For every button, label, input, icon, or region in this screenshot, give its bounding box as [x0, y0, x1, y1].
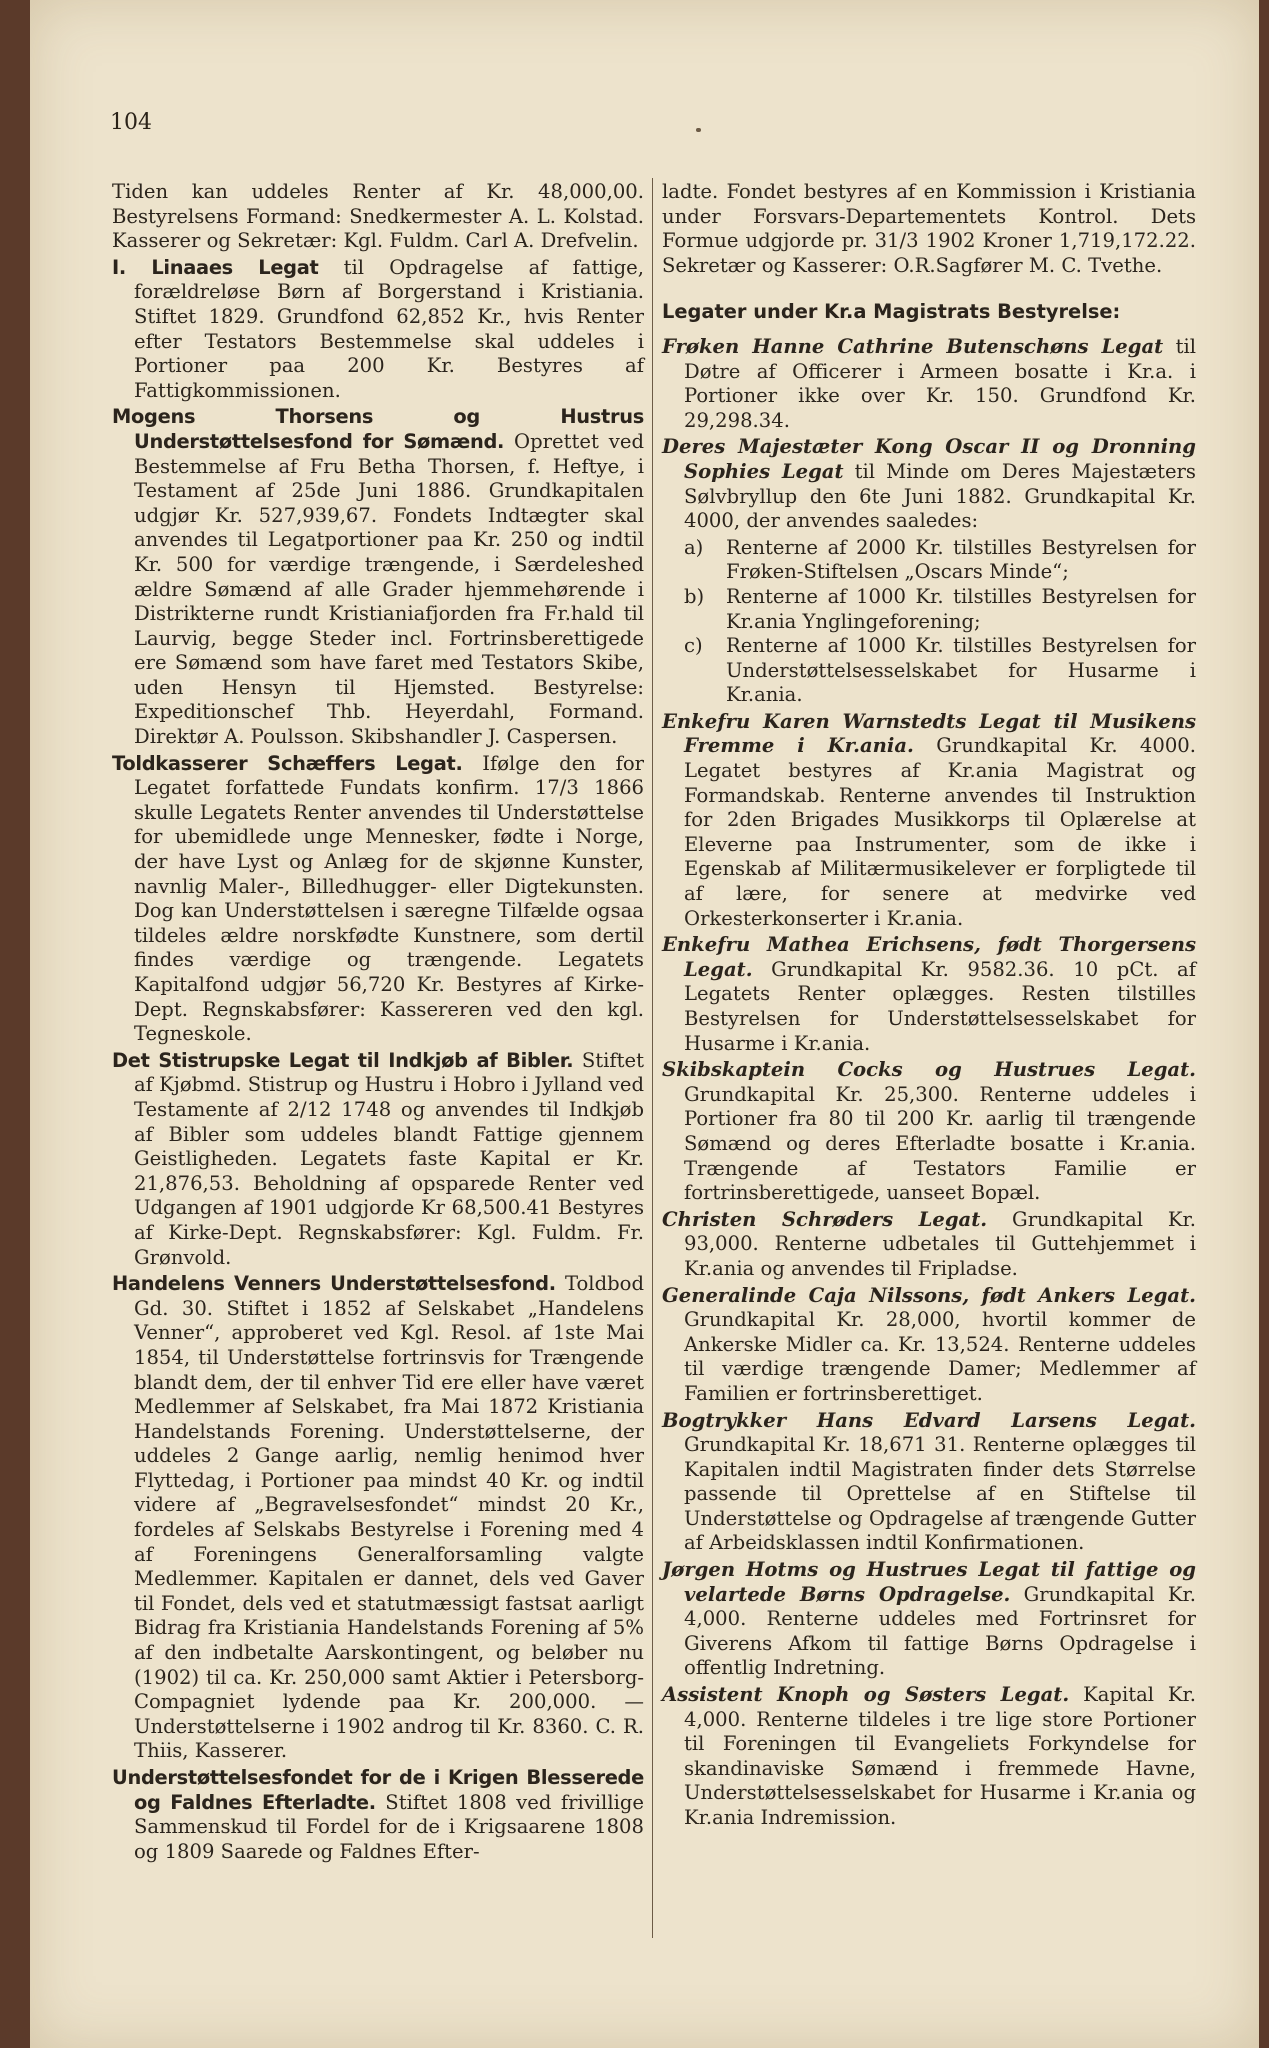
list-item-label: a): [684, 535, 704, 559]
page-number: 104: [110, 110, 152, 135]
list-item-label: c): [684, 634, 703, 658]
entry-text: til Døtre af Officerer i Armeen bosatte i Kr.a. i Portioner ikke over Kr. 150. Grundfond Kr. 29,298.34.: [684, 334, 1196, 432]
entry-cocks: [662, 1058, 1196, 1206]
list-item: [684, 634, 1196, 708]
entry-text: til Minde om Deres Majestæters Sølvbryllup den 6te Juni 1882. Grundkapital Kr. 4000, der anvendes saaledes:: [684, 459, 1196, 533]
entry-heading: Understøttelsesfondet for de i Krigen Blesserede og Faldnes Efterladte.: [112, 1766, 644, 1814]
entry-text: Grundkapital Kr. 93,000. Renterne udbetales til Guttehjemmet i Kr.ania og anvendes til Fripladse.: [684, 1207, 1196, 1280]
list-item-text: Renterne af 1000 Kr. tilstilles Bestyrelsen for Understøttelsesselskabet for Husarme i Kr.ania.: [726, 634, 1196, 707]
entry-heading: Deres Majestæter Kong Oscar II og Dronning Sophies Legat: [662, 435, 1196, 483]
entry-text: Grundkapital Kr. 4,000. Renterne uddeles med Fortrinsret for Giverens Afkom til fattige Børns Opdragelse i offentlig Indretning.: [684, 1582, 1196, 1680]
list-item-label: b): [684, 584, 705, 608]
entry-text: Toldbod Gd. 30. Stiftet i 1852 af Selskabet „Handelens Venner“, approberet ved Kgl. Resol. af 1ste Mai 1854, til Understøttelse fortrinsvis for Trængende blandt dem, der til enhver Tid ere eller have været Medlemmer af Selskabet, fra Mai 1872 Kristiania Handelstands Forening. Understøttelserne, der uddeles 2 Gange aarlig, nemlig henimod hver Flyttedag, i Portioner paa mindst 40 Kr. og indtil videre af „Begravelsesfondet“ mindst 20 Kr., fordeles af Selskabs Bestyrelse i Forening med 4 af Foreningens Generalforsamling valgte Medlemmer. Kapitalen er dannet, dels ved Gaver til Fondet, dels ved et statutmæssigt fastsat aarligt Bidrag fra Kristiania Handelstands Forening af 5% af den indbetalte Aarskontingent, og beløber nu (1902) til ca. Kr. 250,000 samt Aktier i Petersborg-Compagniet lydende paa Kr. 200,000. — Understøttelserne i 1902 androg til Kr. 8360. C. R. Thiis, Kasserer.: [134, 1272, 644, 1763]
entry-butenschon: [662, 335, 1196, 433]
entry-text: Grundkapital Kr. 18,671 31. Renterne oplægges til Kapitalen indtil Magistraten finder dets Størrelse passende til Oprettelse af en Stiftelse til Understøttelse og Opdragelse af trængende Gutter af Arbeidsklassen indtil Konfirmationen.: [684, 1433, 1196, 1555]
entry-heading: Frøken Hanne Cathrine Butenschøns Legat: [662, 334, 1164, 358]
entry-heading: Generalinde Caja Nilssons, født Ankers Legat.: [662, 1283, 1196, 1307]
entry-heading: Handelens Venners Understøttelsesfond.: [112, 1272, 556, 1296]
left-column: [112, 180, 644, 1866]
entry-text: Grundkapital Kr. 4000. Legatet bestyres af Kr.ania Magistrat og Formandskab. Renterne anvendes til Instruktion for 2den Brigades Musikkorps til Oplærelse at Eleverne paa Instrumenter, som de ikke i Egenskab af Militærmusikelever er forpligtede til af lære, for senere at medvirke ved Orkesterkonserter i Kr.ania.: [684, 734, 1197, 930]
entry-text: Stiftet 1808 ved frivillige Sammenskud til Fordel for de i Krigsaarene 1808 og 1809 Saarede og Faldnes Efter-: [134, 1790, 644, 1863]
entry-text: Grundkapital Kr. 25,300. Renterne uddeles i Portioner fra 80 til 200 Kr. aarlig til trængende Sømænd og deres Efterladte bosatte i Kr.ania. Trængende af Testators Familie er fortrinsberettigede, uanseet Bopæl.: [684, 1082, 1196, 1205]
entry-thorsen: [112, 405, 644, 749]
entry-heading: Toldkasserer Schæffers Legat.: [112, 751, 463, 775]
entry-text: Oprettet ved Bestemmelse af Fru Betha Thorsen, f. Heftye, i Testament af 25de Juni 1886. Grundkapitalen udgjør Kr. 527,939,67. Fondets Indtægter skal anvendes til Legatportioner paa Kr. 250 og indtil Kr. 500 for værdige trængende, i Særdeleshed ældre Sømænd af alle Grader hjemmehørende i Distrikterne rundt Kristianiafjorden fra Fr.hald til Laurvig, begge Steder incl. Fortrinsberettigede ere Sømænd som have faret med Testators Skibe, uden Hensyn til Hjemsted. Bestyrelse: Expeditionschef Thb. Heyerdahl, Formand. Direktør A. Poulsson. Skibshandler J. Caspersen.: [134, 429, 644, 749]
entry-heading: Enkefru Karen Warnstedts Legat til Musikens Fremme i Kr.ania.: [662, 709, 1196, 758]
entry-heading: Assistent Knoph og Søsters Legat.: [662, 1683, 1070, 1707]
entry-heading: Bogtrykker Hans Edvard Larsens Legat.: [662, 1408, 1196, 1432]
allocation-list: [684, 536, 1196, 708]
list-item-text: Renterne af 1000 Kr. tilstilles Bestyrelsen for Kr.ania Ynglingeforening;: [726, 584, 1196, 633]
entry-text: til Opdragelse af fattige, forældreløse Børn af Borgerstand i Kristiania. Stiftet 1829. Grundfond 62,852 Kr., hvis Renter efter Testators Bestemmelse skal uddeles i Portioner paa 200 Kr. Bestyres af Fattigkommissionen.: [134, 255, 644, 402]
entry-handelens: [112, 1272, 644, 1764]
entry-larsen: [662, 1409, 1196, 1557]
entry-schaeffer: [112, 752, 644, 1047]
entry-text: Grundkapital Kr. 9582.36. 10 pCt. af Legatets Renter oplægges. Resten tilstilles Bestyrelsen for Understøttelsesselskabet for Husarme i Kr.ania.: [684, 957, 1196, 1055]
entry-text: Kapital Kr. 4,000. Renterne tildeles i tre lige store Portioner til Foreningen til Evangeliets Forkyndelse for skandinaviske Sømænd i fremmede Havne, Understøttelsesselskabet for Husarme i Kr.ania og Kr.ania Indremission.: [684, 1683, 1196, 1829]
entry-heading: Christen Schrøders Legat.: [662, 1207, 988, 1231]
list-item: [684, 585, 1196, 634]
column-divider: [652, 178, 653, 1938]
page: [30, 0, 1259, 2048]
right-column: [662, 180, 1196, 1833]
entry-heading: Enkefru Mathea Erichsens, født Thorgersens Legat.: [662, 933, 1196, 981]
entry-text: ladte. Fondet bestyres af en Kommission i Kristiania under Forsvars-Departementets Kontrol. Dets Formue udgjorde pr. 31/3 1902 Kroner 1,719,172.22. Sekretær og Kasserer: O.R.Sagfører M. C. Tvethe.: [662, 180, 1196, 277]
entry-hotm: [662, 1558, 1196, 1681]
entry-cont1: [112, 180, 644, 254]
entry-cont2: [662, 180, 1196, 278]
entry-krigen: [112, 1766, 644, 1864]
list-item-text: Renterne af 2000 Kr. tilstilles Bestyrelsen for Frøken-Stiftelsen „Oscars Minde“;: [726, 535, 1196, 584]
print-mark: [696, 128, 701, 132]
entry-text: Tiden kan uddeles Renter af Kr. 48,000,00. Bestyrelsens Formand: Snedkermester A. L. Kolstad. Kasserer og Sekretær: Kgl. Fuldm. Carl A. Drefvelin.: [112, 180, 644, 253]
list-item: [684, 536, 1196, 585]
entry-warnstedt: [662, 710, 1196, 931]
entry-nilsson: [662, 1284, 1196, 1407]
entry-stistrup: [112, 1049, 644, 1270]
entry-text: Grundkapital Kr. 28,000, hvortil kommer de Ankerske Midler ca. Kr. 13,524. Renterne uddeles til værdige trængende Damer; Medlemmer af Familien er fortrinsberettiget.: [684, 1308, 1196, 1405]
entry-erichsen: [662, 933, 1196, 1056]
entry-heading: Jørgen Hotms og Hustrues Legat til fattige og velartede Børns Opdragelse.: [662, 1558, 1196, 1606]
entry-text: Stiftet af Kjøbmd. Stistrup og Hustru i Hobro i Jylland ved Testamente af 2/12 1748 og anvendes til Indkjøb af Bibler som uddeles blandt Fattige gjennem Geistligheden. Legatets faste Kapital er Kr. 21,876,53. Beholdning af opsparede Renter ved Udgangen af 1901 udgjorde Kr 68,500.41 Bestyres af Kirke-Dept. Regnskabsfører: Kgl. Fuldm. Fr. Grønvold.: [134, 1048, 645, 1269]
section-heading: Legater under Kr.a Magistrats Bestyrelse:: [662, 300, 1121, 324]
entry-schroder: [662, 1208, 1196, 1282]
entry-text: Ifølge den for Legatet forfattede Fundats konfirm. 17/3 1866 skulle Legatets Renter anvendes til Understøttelse for ubemidlede unge Mennesker, fødte i Norge, der have Lyst og Anlæg for de skjønne Kunster, navnlig Maler-, Billedhugger- eller Digtekunsten. Dog kan Understøttelsen i særegne Tilfælde ogsaa tildeles ældre norskfødte Kunstnere, som dertil findes værdige og trængende. Legatets Kapitalfond udgjør 56,720 Kr. Bestyres af Kirke-Dept. Regnskabsfører: Kassereren ved den kgl. Tegneskole.: [134, 751, 644, 1046]
entry-oscar: [662, 435, 1196, 533]
entry-knoph: [662, 1683, 1196, 1831]
entry-heading: I. Linaaes Legat: [112, 255, 319, 279]
entry-heading: Skibskaptein Cocks og Hustrues Legat.: [662, 1058, 1196, 1082]
entry-linaae: [112, 256, 644, 404]
entry-heading: Mogens Thorsens og Hustrus Understøttelsesfond for Sømænd.: [112, 405, 644, 453]
entry-heading: Det Stistrupske Legat til Indkjøb af Bibler.: [112, 1048, 574, 1072]
